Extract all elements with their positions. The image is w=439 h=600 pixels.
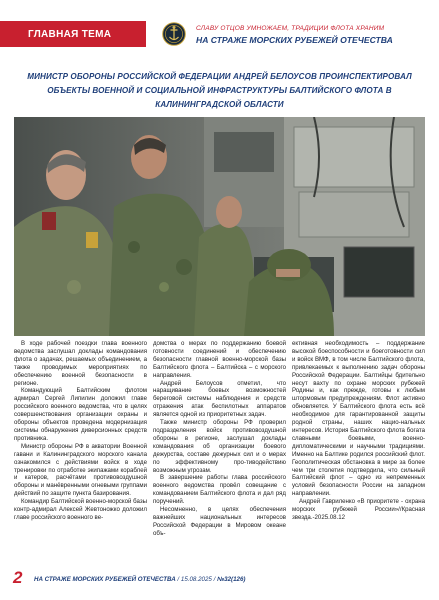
paragraph: Командир Балтийской военно-морской базы контр-адмирал Алексей Жевтоножко доложил главе российского военного ве- [14, 498, 147, 521]
footer-issue: №32(126) [217, 576, 246, 583]
paragraph: Министр обороны РФ в акватории Военной гавани и Калининградского морского канала ознакомился с действиями войск в ходе тренировки по отработке экипажами кораблей и катеров, расчётами противовоздушной обороны и манёвренными огневыми группами действий по защите пункта базирования. [14, 442, 147, 498]
article-headline: МИНИСТР ОБОРОНЫ РОССИЙСКОЙ ФЕДЕРАЦИИ АНДРЕЙ БЕЛОУСОВ ПРОИНСПЕКТИРОВАЛ ОБЪЕКТЫ ВОЕННОЙ И СОЦИАЛЬНОЙ ИНФРАСТРУКТУРЫ БАЛТИЙСКОГО ФЛОТА В КАЛИНИНГРАДСКОЙ ОБЛАСТИ [27, 72, 412, 109]
article-photo [14, 117, 425, 336]
source-citation: Андрей Гавриленко «В приоритете - охрана морских рубежей России»//Красная звезда.-2025.08.12 [292, 498, 425, 521]
footer-separator: / [213, 576, 216, 583]
page-number: 2 [13, 568, 23, 587]
paragraph: Также министр обороны РФ проверил подразделения войск противовоздушной обороны в регионе, заслушал доклады командования об организации боевого дежурства, составе дежурных сил и о мерах по эффективному про-тиводействию возможным угрозам. [153, 419, 286, 474]
article-column-3 [292, 340, 425, 522]
paragraph: В ходе рабочей поездки глава военного ведомства заслушал доклады командования флота о задачах, решаемых объединением, а также проводимых мероприятиях по обеспечению военной безопасности в регионе. [14, 340, 147, 387]
newspaper-title: НА СТРАЖЕ МОРСКИХ РУБЕЖЕЙ ОТЕЧЕСТВА [196, 35, 393, 45]
footer-separator: / [177, 576, 180, 583]
paragraph: В завершение работы глава российского военного ведомства провёл совещание с командованием Балтийского флота и дал ряд поручений. [153, 474, 286, 506]
naval-emblem-icon [162, 22, 186, 46]
footer-paper-name: НА СТРАЖЕ МОРСКИХ РУБЕЖЕЙ ОТЕЧЕСТВА [34, 576, 176, 583]
footer-date: 15.08.2025 [180, 576, 212, 583]
section-title: ГЛАВНАЯ ТЕМА [28, 28, 112, 40]
paragraph: Командующий Балтийским флотом адмирал Сергей Липилин доложил главе российского военного ведомства, что в целях совершенствования организации охраны и обороны объектов проведена модернизация системы обнаружения диверсионных средств противника. [14, 387, 147, 442]
article-column-1 [14, 340, 147, 522]
paragraph: Андрей Белоусов отметил, что наращивание боевых возможностей береговой системы наблюдения и средств отражения атак беспилотных аппаратов является одной из приоритетных задач. [153, 379, 286, 419]
officers-at-console-image [14, 117, 425, 336]
paragraph: Несомненно, в целях обеспечения важнейших национальных интересов Российской Федерации в Мировом океане объ- [153, 506, 286, 537]
section-tab [0, 21, 146, 47]
footer-title [34, 576, 245, 583]
article-column-2 [153, 340, 286, 538]
motto: СЛАВУ ОТЦОВ УМНОЖАЕМ, ТРАДИЦИИ ФЛОТА ХРАНИМ [196, 25, 385, 32]
paragraph: домства о мерах по поддержанию боевой готовности соединений и обеспечению безопасности главной военно-морской базы Балтийского флота – Балтийска – с морского направления. [153, 340, 286, 379]
paragraph: ективная необходимость – поддержание высокой боеспособности и боеготовности сил и войск ВМФ, в том числе Балтийского флота, привлекаемых к выполнению задач обороны Российской Федерации. Балтийцы бдительно несут вахту по охране морских рубежей Родины и, как прежде, готовы к любым штормовым предупреждениям. Флот активно обновляется. У Балтийского флота есть всё необходимое для гарантированной защиты родной страны, наших нацио-нальных интересов. История Балтийского флота богата славными боевыми, военно-дипломатическими и научными традициями. Именно на Балтике родился российский флот. Геополитическая обстановка в мире за более чем три столетия подтвердила, что сильный Балтийский флот – одно из непременных условий безопасности России на западном направлении. [292, 340, 425, 498]
